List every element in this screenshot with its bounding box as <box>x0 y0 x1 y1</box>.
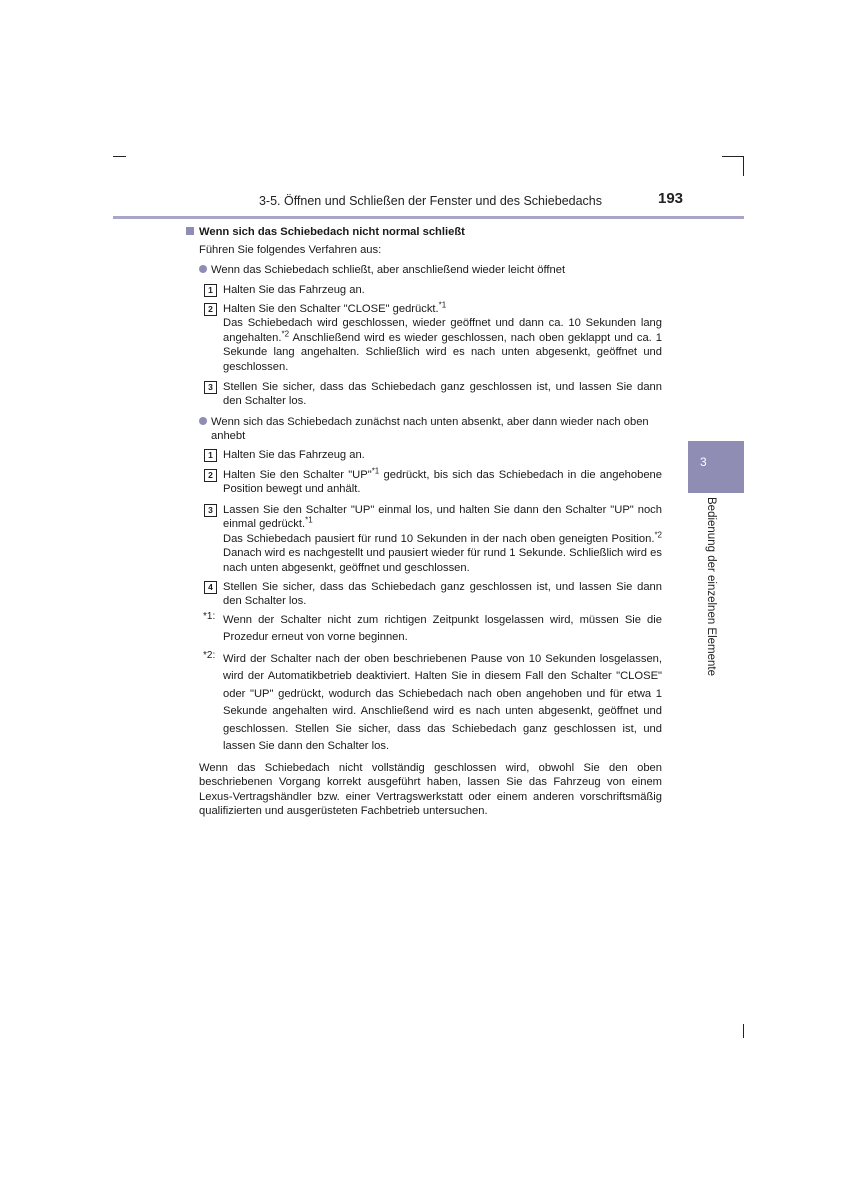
intro-text: Führen Sie folgendes Verfahren aus: <box>199 244 382 256</box>
footnote-ref: *1 <box>371 466 380 476</box>
footnote-ref: *1 <box>438 300 447 310</box>
step-number: 1 <box>204 449 217 462</box>
footnote-mark: *2: <box>203 650 216 661</box>
crop-mark-top-left <box>113 156 126 157</box>
chapter-tab-label: Bedienung der einzelnen Elemente <box>705 497 717 677</box>
crop-mark-top-right-h <box>722 156 744 157</box>
section-heading <box>186 225 465 239</box>
step-text-part: Das Schiebedach pausiert für rund 10 Sekunden in der nach oben geneigten Position. <box>223 532 655 545</box>
step-text <box>223 503 662 575</box>
step-number: 3 <box>204 381 217 394</box>
step-text: Halten Sie das Fahrzeug an. <box>223 449 365 461</box>
step-text <box>223 302 662 374</box>
footnote-ref: *1 <box>305 515 313 525</box>
page-number: 193 <box>658 190 684 207</box>
footnote-text: Wenn der Schalter nicht zum richtigen Zeitpunkt losgelassen wird, müssen Sie die Prozedur erneut von vorne beginnen. <box>223 614 662 644</box>
case-1-title-text: Wenn das Schiebedach schließt, aber anschließend wieder leicht öffnet <box>211 264 566 276</box>
step-text-part: Das Schiebedach wird geschlossen, wieder geöffnet und dann ca. 10 Sekunden lang angehalten. <box>223 317 662 344</box>
case-2-title <box>199 415 662 443</box>
round-bullet-icon <box>199 265 207 273</box>
case-1-title <box>199 263 662 277</box>
round-bullet-icon <box>199 417 207 425</box>
step-text: Halten Sie das Fahrzeug an. <box>223 284 365 296</box>
step-text: Stellen Sie sicher, dass das Schiebedach ganz geschlossen ist, und lassen Sie dann den Schalter los. <box>223 581 662 608</box>
square-bullet-icon <box>186 227 194 235</box>
step-text-part: Anschließend wird es wieder geschlossen, nach oben geklappt und ca. 1 Sekunde lang angehalten. Schließlich wird es nach unten abgesenkt, geöffnet und geschlossen. <box>223 331 662 373</box>
chapter-tab <box>688 441 744 493</box>
running-header-title: 3-5. Öffnen und Schließen der Fenster und des Schiebedachs <box>258 194 602 208</box>
footnote-text: Wird der Schalter nach der oben beschriebenen Pause von 10 Sekunden losgelassen, wird der Automatikbetrieb deaktiviert. Halten Sie in diesem Fall den Schalter "CLOSE" oder "UP" gedrückt, wodurch das Schiebedach nach oben angehoben und für etwa 1 Sekunde angehalten wird. Anschließend wird es nach unten abgesenkt, geöffnet und geschlossen. Stellen Sie sicher, dass das Schiebedach ganz geschlossen ist, und lassen Sie dann den Schalter los. <box>223 653 662 753</box>
footnote-mark: *1: <box>203 611 216 622</box>
case-2-title-text: Wenn sich das Schiebedach zunächst nach unten absenkt, aber dann wieder nach oben anhebt <box>211 416 649 443</box>
closing-paragraph: Wenn das Schiebedach nicht vollständig geschlossen wird, obwohl Sie den oben beschriebenen Vorgang korrekt ausgeführt haben, lassen Sie das Fahrzeug von einem Lexus-Vertragshändler bzw. einer Vertragswerkstatt oder einem anderen vorschriftsmäßig qualifizierten und ausgerüsteten Fachbetrieb untersuchen. <box>199 762 662 818</box>
footnote-ref: *2 <box>654 530 662 540</box>
step-text <box>223 468 662 497</box>
header-rule <box>113 216 744 219</box>
step-text-part: Lassen Sie den Schalter "UP" einmal los, und halten Sie dann den Schalter "UP" noch einmal gedrückt. <box>223 504 662 531</box>
crop-mark-top-right-v <box>743 156 744 176</box>
step-text-part: gedrückt, bis sich das Schiebedach in die angehobene Position bewegt und anhält. <box>223 469 663 496</box>
crop-mark-bottom-right <box>743 1024 744 1038</box>
step-number: 2 <box>204 469 217 482</box>
step-text-part: Danach wird es nachgestellt und pausiert wieder für rund 1 Sekunde. Schließlich wird es nach unten abgesenkt, geöffnet und geschlossen. <box>223 547 662 574</box>
chapter-tab-number: 3 <box>700 455 707 469</box>
section-heading-text: Wenn sich das Schiebedach nicht normal schließt <box>199 226 465 238</box>
step-text-part: Halten Sie den Schalter "UP" <box>223 469 372 481</box>
step-text: Stellen Sie sicher, dass das Schiebedach ganz geschlossen ist, und lassen Sie dann den Schalter los. <box>223 381 662 408</box>
footnote-ref: *2 <box>281 329 290 339</box>
step-number: 3 <box>204 504 217 517</box>
step-number: 1 <box>204 284 217 297</box>
step-number: 2 <box>204 303 217 316</box>
step-text-part: Halten Sie den Schalter "CLOSE" gedrückt. <box>223 303 439 315</box>
step-number: 4 <box>204 581 217 594</box>
